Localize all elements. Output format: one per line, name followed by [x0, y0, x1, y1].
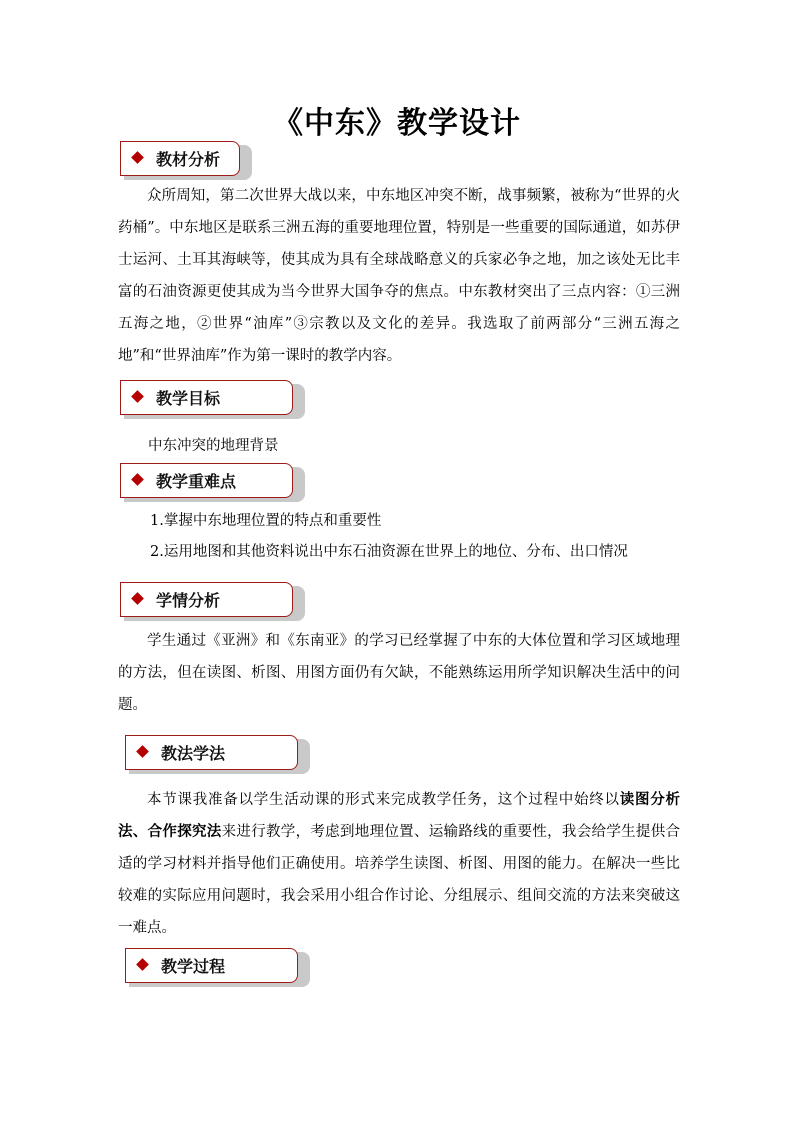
section-header-teaching-goal: 教学目标 — [120, 380, 293, 415]
textbook-analysis-text: 众所周知，第二次世界大战以来，中东地区冲突不断，战事频繁，被称为“世界的火药桶”。中东地区是联系三洲五海的重要地理位置，特别是一些重要的国际通道，如苏伊士运河、土耳其海峡等，使其成为具有全球战略意义的兵家必争之地，加之该处无比丰富的石油资源更使其成为当今世界大国争夺的焦点。中东教材突出了三点内容：①三洲五海之地，②世界“油库”③宗教以及文化的差异。我选取了前两部分“三洲五海之地”和“世界油库”作为第一课时的教学内容。 — [118, 188, 680, 364]
key-point-item: 2.运用地图和其他资料说出中东石油资源在世界上的地位、分布、出口情况 — [150, 544, 628, 560]
student-analysis-text: 学生通过《亚洲》和《东南亚》的学习已经掌握了中东的大体位置和学习区域地理的方法，但在读图、析图、用图方面仍有欠缺，不能熟练运用所学知识解决生活中的问题。 — [118, 633, 680, 713]
teaching-method-text: 本节课我准备以学生活动课的形式来完成教学任务，这个过程中始终以读图分析法、合作探究法来进行教学，考虑到地理位置、运输路线的重要性，我会给学生提供合适的学习材料并指导他们正确使用。培养学生读图、析图、用图的能力。在解决一些比较难的实际应用问题时，我会采用小组合作讨论、分组展示、组间交流的方法来突破这一难点。 — [118, 791, 681, 936]
page-title: 《中东》教学设计 — [273, 106, 521, 141]
section-header-student-analysis: 学情分析 — [120, 582, 293, 617]
section-header-teaching-process: 教学过程 — [125, 948, 298, 983]
key-point-item: 1.掌握中东地理位置的特点和重要性 — [150, 513, 382, 529]
teaching-method-bold: 读图分析法、合作探究法 — [118, 791, 680, 840]
section-header-textbook-analysis: 教材分析 — [120, 141, 240, 176]
section-header-key-points: 教学重难点 — [120, 463, 293, 498]
teaching-goal-text: 中东冲突的地理背景 — [148, 438, 279, 454]
section-header-teaching-method: 教法学法 — [125, 735, 298, 770]
